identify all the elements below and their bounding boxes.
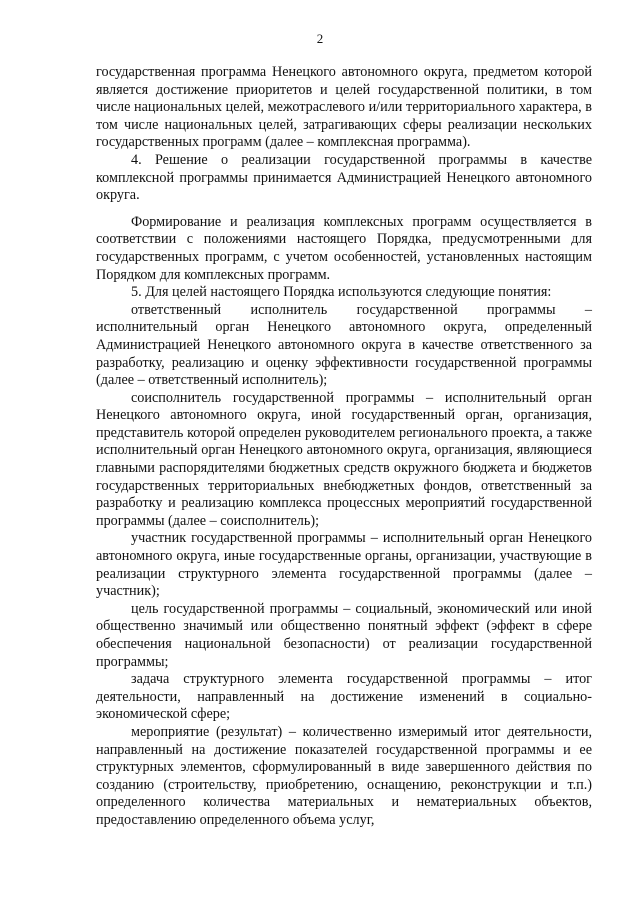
paragraph-task: задача структурного элемента государственной программы – итог деятельности, направленный на достижение изменений в социально-экономической сфере; [96,671,592,723]
paragraph-item-4: 4. Решение о реализации государственной программы в качестве комплексной программы принимается Администрацией Ненецкого автономного округа. [96,151,592,204]
document-body [96,64,592,830]
paragraph-measure-result: мероприятие (результат) – количественно измеримый итог деятельности, направленный на достижение показателей государственной программы и ее структурных элементов, сформулированный в виде завершенного действия по созданию (строительству, приобретению, оснащению, реконструкции и т.п.) определенного количества материальных и нематериальных объектов, предоставлению определенного объема услуг, [96,723,592,828]
paragraph-formation: Формирование и реализация комплексных программ осуществляется в соответствии с положениями настоящего Порядка, предусмотренными для государственных программ, с учетом особенностей, установленных настоящим Порядком для комплексных программ. [96,213,592,283]
paragraph-complex-program-definition: государственная программа Ненецкого автономного округа, предметом которой является достижение приоритетов и целей государственной политики, в том числе национальных целей, межотраслевого и/или территориального характера, в том числе национальных целей, затрагивающих сферы реализации нескольких государственных программ (далее – комплексная программа). [96,64,592,151]
paragraph-co-executor: соисполнитель государственной программы – исполнительный орган Ненецкого автономного округа, иной государственный орган, организация, представитель которой определен руководителем регионального проекта, а также исполнительный орган Ненецкого автономного округа, организация, являющиеся главными распорядителями бюджетных средств окружного бюджета и бюджетов государственных территориальных внебюджетных фондов, ответственный за разработку и реализацию комплекса процессных мероприятий государственной программы (далее – соисполнитель); [96,389,592,529]
page-number: 2 [316,31,324,46]
paragraph-item-5: 5. Для целей настоящего Порядка используются следующие понятия: [131,284,552,301]
paragraph-program-goal: цель государственной программы – социальный, экономический или иной общественно значимый или общественно понятный эффект (эффект в сфере обеспечения национальной безопасности) от реализации государственной программы; [96,600,592,670]
paragraph-responsible-executor: ответственный исполнитель государственной программы – исполнительный орган Ненецкого автономного округа, определенный Администрацией Ненецкого автономного округа в качестве ответственного за разработку, реализацию и оценку эффективности государственной программы (далее – ответственный исполнитель); [96,301,592,389]
paragraph-participant: участник государственной программы – исполнительный орган Ненецкого автономного округа, иные государственные органы, организации, участвующие в реализации структурного элемента государственной программы (далее – участник); [96,530,592,600]
